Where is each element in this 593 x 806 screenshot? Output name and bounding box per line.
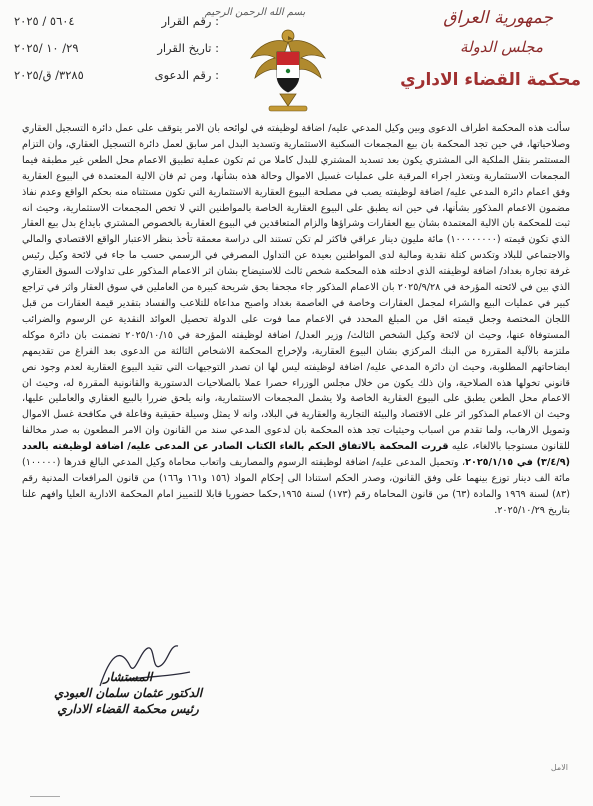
case-number-value: ٣٢٨٥/ ق/٢٠٢٥: [14, 68, 84, 82]
ruling-body: [22, 121, 570, 519]
divider: [30, 796, 60, 800]
country-name: جمهورية العراق: [443, 8, 553, 28]
iraq-eagle-emblem-icon: [247, 20, 329, 116]
decision-date-label: تاريخ القرار :: [157, 41, 219, 55]
closing-text: ، وتحميل المدعى عليه/ اضافة لوظيفته الرسوم والمصاريف واتعاب محاماة وكيل المدعي البالغ قدرها (١٠٠٠٠٠) مائة الف دينار توزع بينهما على وفق القانون، وصدر الحكم استنادا الى إحكام المواد (١٥٦ و١٦١ و١٦٦) من قانون المرافعات المدنية رقم (٨٣) لسنة ١٩٦٩ والمادة (٦٣) من قانون المحاماة رقم (١٧٣) لسنة ١٩٦٥,حكما حضوريا قابلا للتمييز امام المحكمة الادارية العليا وافهم علنا بتاريخ ٢٠٢٥/١٠/٢٩.: [22, 457, 570, 516]
reasoning-text: سألت هذه المحكمة اطراف الدعوى وبين وكيل المدعي عليه/ اضافة لوظيفته في لوائحه بان الامر يتوقف على عمل دائرة التسجيل العقاري وصلاحياتها، في حين تجد المحكمة بان بيع المجمعات السكنية الاستثمارية وتسديد البدل امر سابق لعمل دائرة التسجيل العقاري، وان التزام المستثمر بنقل الملكية الى المشتري يكون بعد تسديد المشتري للبدل كاملا من ثم تكون عملية تطبيق الاعمام محل الطعن غير مطبقة فيما المجمعات الاستثمارية وبتعذر اجراء المرقبة على عمليات غسيل الاموال وحالة هذه بشأنها، ومن ثم فان الالية المعتمدة في البيوع العقارية وفق اعمام دائرة المدعي عليه/ اضافة لوظيفته يصب في مصلحة البيوع العقارية الاستثمارية التي تكون مستثناه منه بحكم الواقع وعدم نفاذ مضمون الاعمام المذكور بشأنها، في حين انه يطبق على البيوع العقارية الخاصة بالمواطنين التي لا تخص المجمعات الاستثمارية، وحيث انه ثبت للمحكمة بان الالية المعتمدة بشان بيع العقارات وشراؤها والزام المتعاقدين في البيوع العقارية بالخصوص المشتري بايداع بدل بيع العقار الذي تكون قيمته (١٠٠٠٠٠٠٠٠) مائة مليون دينار عراقي فاكثر لم تكن تستند الى دراسة معمقة تأخذ بنظر الاعتبار الواقع الاقتصادي والمالي والاجتماعي للبلاد وتكدس كتلة نقدية ومالية لدى المواطنين بعيدة عن التداول المصرفي في الرسمي حسب ما جاء في لائحة وكيل رئيس غرفة تجارة بغداد/ اضافة لوظيفته الذي ادخلته هذه المحكمة شخص ثالث للاستيضاح بشان اثر الاعمام المذكور على تداولات السوق العقاري الذي بين في لائحته المؤرخة في ٢٠٢٥/٩/٢٨ بان الاعمام المذكور جاء مجحفا بحق شريحة كبيرة من العاملين في سوق العقار واثر في تراجع كبير في عمليات البيع والشراء لمجمل العقارات وخاصة في العاصمة بغداد واصبح مداعاة للتلاعب والفساد بتقدير قيمة العقارات من قبل اللجان المختصة وجعل قيمته اقل من المبلغ المحدد في الاعمام مما فوت على الدولة تحصيل العوائد النقدية عن الرسوم والضرائب المستوفاة عنها، وحيث ان لائحة وكيل الشخص الثالث/ وزير العدل/ اضافة لوظيفته المؤرخة في ٢٠٢٥/١٠/١٥ تضمنت بان دائرة موكله ملتزمة بالآلية المقررة من البنك المركزي بشان البيوع العقارية، ولإخراج المحكمة الاشخاص الثالثة من الدعوى بعد الفراغ من تقديمهم ايضاحاتهم المطلوبة، وحيث ان دائرة المدعي عليه/ اضافة لوظيفته ليس لها ان تصدر التوجيهات التي تقيد البيوع العقارية لعدم وجود نص قانوني تخولها هذه الصلاحية، وان ذلك يكون من خلال مجلس الوزراء حصرا عملا بالصلاحيات الدستورية والقانونية المقررة له، وحيث ان الاعمام محل الطعن يطبق على البيوع العقارية الخاصة ولا يشمل المجمعات الاستثمارية، وانه يلحق ضررا بالبيع العقاري والعاملين عليها، وحيث ان الاعمام المذكور اثر على الاقتصاد والبيئة التجارية والعقارية في البلاد، وانه لا يمثل وسيلة حقيقية وفاعلة في مكافحة غسل الاموال وتمويل الارهاب، ولما تقدم من اسباب وحيثيات تجد هذه المحكمة بان لدعوى المدعي سند من القانون وان الامر المطعون به صدر مخالفا للقانون مستوجبا بالالغاء، عليه: [22, 123, 571, 453]
decision-number-row: [14, 8, 219, 35]
decision-info-block: [14, 8, 219, 89]
council-name: مجلس الدولة: [459, 38, 543, 56]
decision-date-value: ٢٩/ ١٠ /٢٠٢٥: [14, 41, 79, 55]
decision-text: قررت المحكمة بالاتفاق الحكم بالغاء الكتاب الصادر عن المدعى عليه/ اضافة لوظيفته بالعدد (٣/٤/٩) في ٢٠٢٥/١/١٥: [22, 441, 570, 469]
decision-date-row: [14, 35, 219, 62]
signature-title: المستشار: [103, 670, 153, 684]
court-name: محكمة القضاء الاداري: [400, 70, 581, 90]
signature-role: رئيس محكمة القضاء الاداري: [57, 702, 199, 716]
signature-block: [28, 670, 228, 716]
ruling-reasoning-paragraph: [22, 121, 570, 519]
signature-name: الدكتور عثمان سلمان العبودي: [53, 686, 203, 700]
page-tag: الامل: [550, 763, 568, 772]
court-letterhead: [385, 8, 585, 90]
basmala: بسم الله الرحمن الرحيم: [204, 7, 306, 18]
decision-number-label: رقم القرار :: [161, 14, 219, 28]
case-number-row: [14, 62, 219, 89]
decision-number-value: ٥٦٠٤ / ٢٠٢٥: [14, 14, 75, 28]
case-number-label: رقم الدعوى :: [154, 68, 219, 82]
